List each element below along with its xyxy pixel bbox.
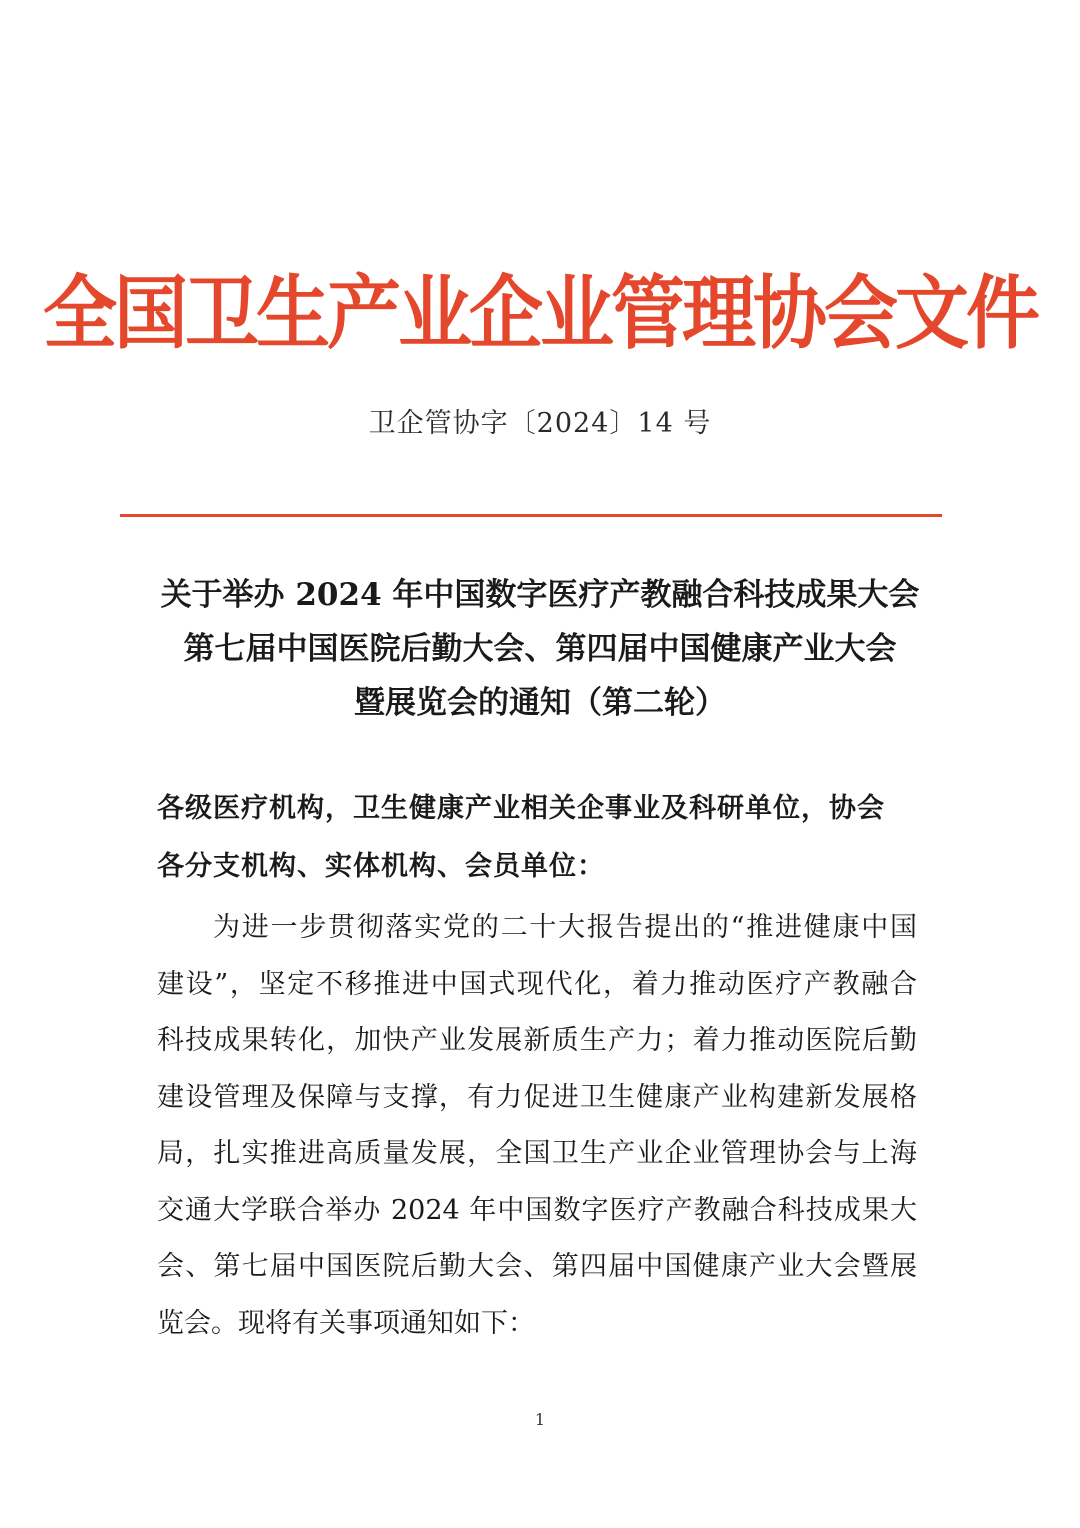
body-line: 科技成果转化，加快产业发展新质生产力；着力推动医院后勤 <box>157 1025 917 1056</box>
page-number: 1 <box>534 1410 546 1429</box>
title-line: 关于举办 2024 年中国数字医疗产教融合科技成果大会 <box>160 577 920 613</box>
title-line: 暨展览会的通知（第二轮） <box>354 685 726 721</box>
body-line: 交通大学联合举办 2024 年中国数字医疗产教融合科技成果大 <box>157 1194 917 1226</box>
salutation <box>157 780 917 896</box>
body-line: 建设管理及保障与支撑，有力促进卫生健康产业构建新发展格 <box>157 1081 917 1113</box>
document-number: 卫企管协字〔2024〕14 号 <box>368 408 712 439</box>
body-line: 建设”，坚定不移推进中国式现代化，着力推动医疗产教融合 <box>157 968 917 1000</box>
salutation-line: 各级医疗机构，卫生健康产业相关企事业及科研单位，协会 <box>157 793 885 824</box>
body-paragraph <box>157 900 917 1352</box>
red-divider-line <box>120 514 942 517</box>
body-line: 为进一步贯彻落实党的二十大报告提出的“推进健康中国 <box>213 912 917 943</box>
notice-title <box>0 568 1080 730</box>
body-line: 局，扎实推进高质量发展，全国卫生产业企业管理协会与上海 <box>157 1138 917 1169</box>
issuer-header: 全国卫生产业企业管理协会文件 <box>43 267 1037 361</box>
title-line: 第七届中国医院后勤大会、第四届中国健康产业大会 <box>183 631 897 667</box>
body-line: 会、第七届中国医院后勤大会、第四届中国健康产业大会暨展 <box>157 1251 917 1282</box>
salutation-line: 各分支机构、实体机构、会员单位： <box>157 851 605 882</box>
body-line: 览会。现将有关事项通知如下： <box>157 1307 535 1339</box>
